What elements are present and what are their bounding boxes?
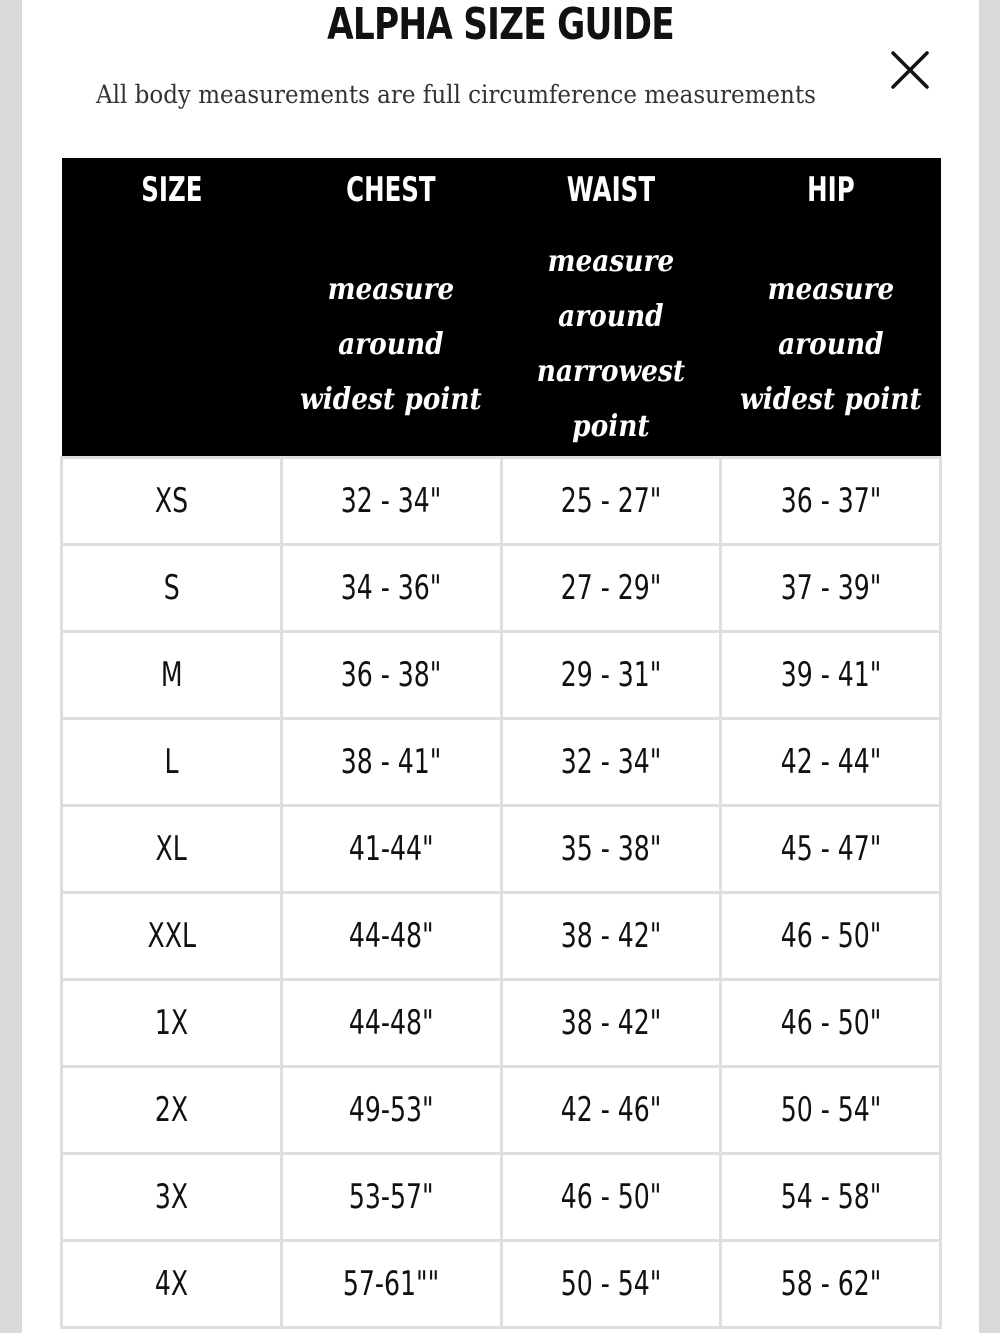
cell-text: 32 - 34": [340, 481, 442, 521]
waist-cell: [501, 719, 721, 806]
cell-text: 35 - 38": [560, 829, 662, 869]
hip-cell: [721, 1067, 941, 1154]
table-row: [62, 545, 941, 632]
chest-cell: [281, 893, 501, 980]
cell-text: 42 - 46": [560, 1090, 662, 1130]
column-description: [734, 262, 927, 427]
cell-text: 36 - 37": [780, 481, 881, 521]
chest-cell: [281, 980, 501, 1067]
size-cell: [62, 458, 282, 545]
description-line: measure: [327, 272, 455, 307]
chest-cell: [281, 632, 501, 719]
waist-cell: [501, 632, 721, 719]
cell-text: 50 - 54": [780, 1090, 881, 1130]
description-line: measure: [767, 272, 894, 307]
table-row: [62, 806, 941, 893]
column-description: [294, 262, 487, 427]
table-header-row: [62, 158, 941, 458]
table-row: [62, 1067, 941, 1154]
close-button[interactable]: [890, 50, 930, 90]
cell-text: 27 - 29": [560, 568, 662, 608]
hip-cell: [721, 632, 941, 719]
hip-cell: [721, 545, 941, 632]
waist-cell: [501, 458, 721, 545]
column-title: CHEST: [346, 170, 436, 210]
size-cell: [62, 545, 282, 632]
hip-cell: [721, 893, 941, 980]
cell-text: 46 - 50": [560, 1177, 662, 1217]
size-cell: [62, 1241, 282, 1328]
cell-text: 50 - 54": [560, 1264, 662, 1304]
chest-cell: [281, 545, 501, 632]
waist-cell: [501, 806, 721, 893]
cell-text: S: [163, 568, 180, 608]
table-row: [62, 719, 941, 806]
column-title: WAIST: [566, 170, 656, 210]
size-cell: [62, 719, 282, 806]
header-hip: [721, 158, 941, 458]
header-size: [62, 158, 282, 458]
size-guide-modal: [22, 0, 979, 1333]
size-cell: [62, 893, 282, 980]
cell-text: 45 - 47": [780, 829, 881, 869]
column-description: [514, 234, 707, 454]
size-cell: [62, 1154, 282, 1241]
column-title: HIP: [806, 170, 855, 210]
chest-cell: [281, 1241, 501, 1328]
description-line: around: [777, 327, 884, 362]
size-table-wrapper: [60, 158, 942, 1329]
table-row: [62, 458, 941, 545]
cell-text: 57-61"": [342, 1264, 440, 1304]
close-icon: [890, 50, 930, 90]
table-row: [62, 980, 941, 1067]
hip-cell: [721, 458, 941, 545]
description-line: measure: [547, 244, 675, 279]
waist-cell: [501, 980, 721, 1067]
subtitle: All body measurements are full circumference measurements: [96, 80, 816, 109]
header-waist: [501, 158, 721, 458]
size-cell: [62, 806, 282, 893]
cell-text: XL: [155, 829, 187, 869]
waist-cell: [501, 545, 721, 632]
chest-cell: [281, 1067, 501, 1154]
table-row: [62, 1154, 941, 1241]
size-cell: [62, 980, 282, 1067]
cell-text: 36 - 38": [340, 655, 442, 695]
cell-text: 2X: [154, 1090, 189, 1130]
table-row: [62, 632, 941, 719]
cell-text: 38 - 42": [560, 1003, 662, 1043]
cell-text: 58 - 62": [780, 1264, 881, 1304]
cell-text: XXL: [147, 916, 196, 956]
size-cell: [62, 632, 282, 719]
description-line: widest point: [300, 382, 482, 417]
hip-cell: [721, 1241, 941, 1328]
cell-text: 46 - 50": [780, 916, 881, 956]
cell-text: 39 - 41": [780, 655, 881, 695]
description-line: widest point: [739, 382, 922, 417]
cell-text: 41-44": [348, 829, 434, 869]
table-body: [62, 458, 941, 1328]
waist-cell: [501, 1241, 721, 1328]
hip-cell: [721, 980, 941, 1067]
hip-cell: [721, 806, 941, 893]
cell-text: 38 - 41": [340, 742, 442, 782]
cell-text: 53-57": [348, 1177, 434, 1217]
table-row: [62, 893, 941, 980]
hip-cell: [721, 719, 941, 806]
description-line: narrowest: [536, 354, 686, 389]
cell-text: L: [164, 742, 179, 782]
cell-text: 3X: [154, 1177, 189, 1217]
hip-cell: [721, 1154, 941, 1241]
size-table: [60, 158, 942, 1329]
cell-text: 4X: [154, 1264, 189, 1304]
cell-text: XS: [154, 481, 188, 521]
chest-cell: [281, 458, 501, 545]
waist-cell: [501, 893, 721, 980]
header-chest: [281, 158, 501, 458]
chest-cell: [281, 719, 501, 806]
cell-text: 37 - 39": [780, 568, 881, 608]
cell-text: 44-48": [348, 916, 434, 956]
chest-cell: [281, 1154, 501, 1241]
cell-text: 34 - 36": [340, 568, 442, 608]
waist-cell: [501, 1154, 721, 1241]
cell-text: 49-53": [348, 1090, 434, 1130]
table-row: [62, 1241, 941, 1328]
description-line: around: [338, 327, 444, 362]
cell-text: 42 - 44": [780, 742, 881, 782]
cell-text: 25 - 27": [560, 481, 662, 521]
cell-text: 46 - 50": [780, 1003, 881, 1043]
cell-text: 29 - 31": [560, 655, 662, 695]
description-line: around: [558, 299, 664, 334]
description-line: point: [572, 409, 650, 444]
cell-text: 38 - 42": [560, 916, 662, 956]
cell-text: M: [160, 655, 183, 695]
cell-text: 32 - 34": [560, 742, 662, 782]
cell-text: 54 - 58": [780, 1177, 881, 1217]
page-title: ALPHA SIZE GUIDE: [327, 0, 674, 50]
cell-text: 1X: [154, 1003, 189, 1043]
size-cell: [62, 1067, 282, 1154]
chest-cell: [281, 806, 501, 893]
waist-cell: [501, 1067, 721, 1154]
cell-text: 44-48": [348, 1003, 434, 1043]
column-title: SIZE: [140, 170, 202, 210]
